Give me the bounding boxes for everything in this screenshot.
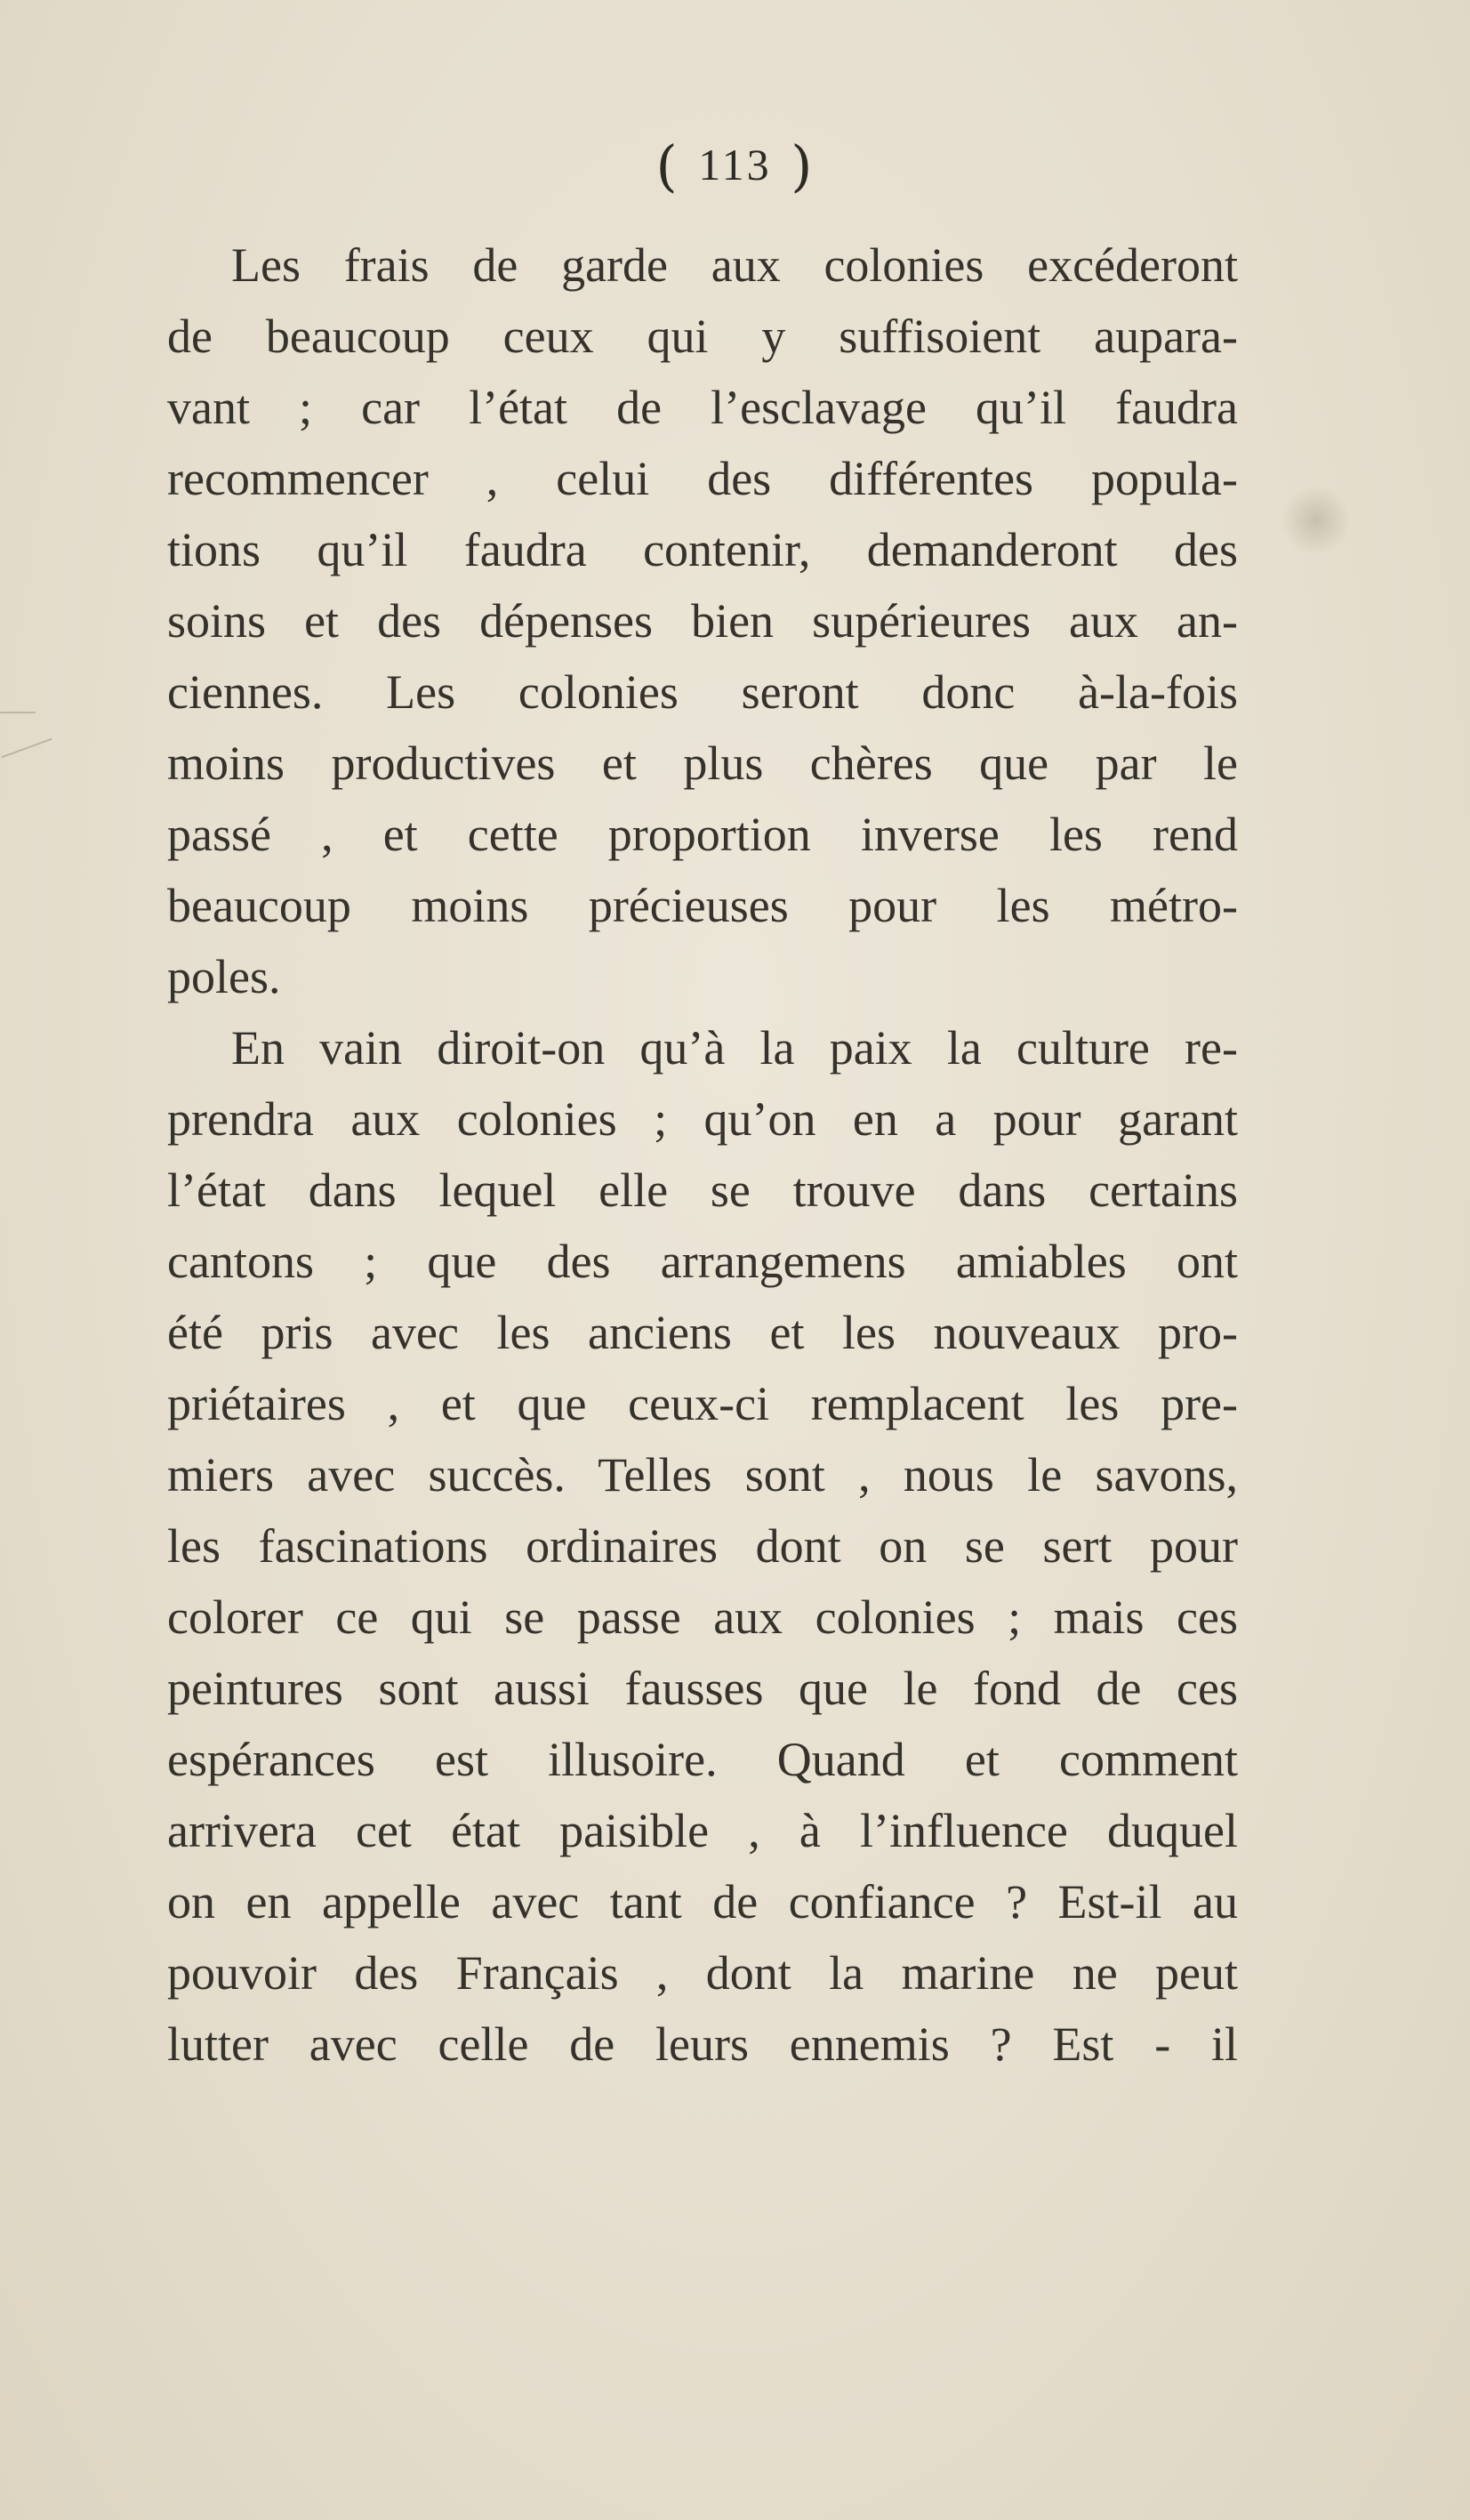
paren-open: ( bbox=[655, 133, 679, 198]
text-line: poles. bbox=[167, 950, 281, 1003]
paren-close: ) bbox=[791, 133, 815, 198]
text-line: soins et des dépenses bien supérieures aux an- bbox=[167, 594, 1238, 648]
text-line: les fascinations ordinaires dont on se sert pour bbox=[167, 1519, 1238, 1573]
text-line: été pris avec les anciens et les nouveaux pro- bbox=[167, 1306, 1238, 1359]
text-line: beaucoup moins précieuses pour les métro- bbox=[167, 879, 1238, 932]
paper-stain bbox=[1281, 485, 1352, 556]
text-line: cantons ; que des arrangemens amiables ont bbox=[167, 1235, 1238, 1288]
text-line: recommencer , celui des différentes popula- bbox=[167, 452, 1238, 505]
text-line: on en appelle avec tant de confiance ? Est-il au bbox=[167, 1875, 1238, 1928]
text-line: passé , et cette proportion inverse les rend bbox=[167, 808, 1238, 861]
page-number: 113 bbox=[698, 140, 772, 189]
text-line: Les frais de garde aux colonies excéderont bbox=[231, 238, 1238, 292]
text-line: priétaires , et que ceux-ci remplacent les pre- bbox=[167, 1377, 1238, 1430]
text-line: En vain diroit-on qu’à la paix la culture re- bbox=[231, 1021, 1238, 1075]
text-line: colorer ce qui se passe aux colonies ; mais ces bbox=[167, 1590, 1238, 1644]
page-edge-mark bbox=[0, 712, 36, 713]
text-line: vant ; car l’état de l’esclavage qu’il faudra bbox=[167, 381, 1238, 434]
page-number-header bbox=[0, 133, 1470, 198]
text-line: l’état dans lequel elle se trouve dans certains bbox=[167, 1163, 1238, 1217]
paragraph bbox=[167, 229, 1238, 1012]
text-line: moins productives et plus chères que par le bbox=[167, 737, 1238, 790]
text-line: ciennes. Les colonies seront donc à-la-fois bbox=[167, 665, 1238, 719]
page-edge-mark bbox=[1, 738, 52, 758]
text-line: miers avec succès. Telles sont , nous le savons, bbox=[167, 1448, 1238, 1502]
text-line: peintures sont aussi fausses que le fond de ces bbox=[167, 1662, 1238, 1715]
text-line: arrivera cet état paisible , à l’influence duquel bbox=[167, 1804, 1238, 1857]
text-line: pouvoir des Français , dont la marine ne peut bbox=[167, 1946, 1238, 2000]
body-text bbox=[167, 229, 1238, 2080]
text-line: de beaucoup ceux qui y suffisoient aupara- bbox=[167, 310, 1238, 363]
text-line: espérances est illusoire. Quand et comment bbox=[167, 1733, 1238, 1786]
paragraph bbox=[167, 1012, 1238, 2080]
text-line: tions qu’il faudra contenir, demanderont des bbox=[167, 523, 1238, 576]
text-line: lutter avec celle de leurs ennemis ? Est - il bbox=[167, 2017, 1238, 2071]
text-line: prendra aux colonies ; qu’on en a pour garant bbox=[167, 1092, 1238, 1146]
